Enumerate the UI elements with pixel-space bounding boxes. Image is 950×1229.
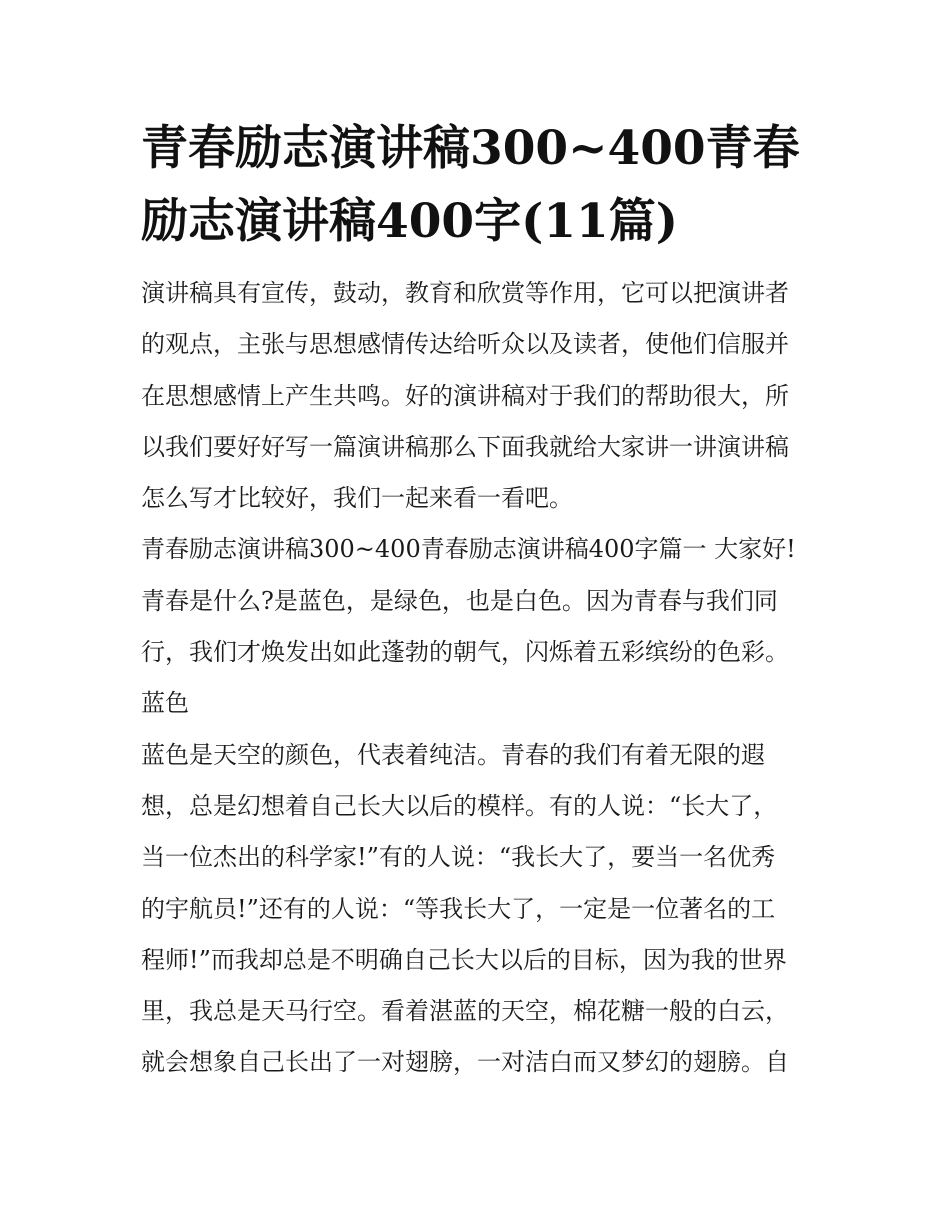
- title-line: 青春励志演讲稿300~400青春: [141, 121, 800, 176]
- text-line: 当一位杰出的科学家!”有的人说：“我长大了，要当一名优秀: [141, 843, 776, 872]
- text-line: 在思想感情上产生共鸣。好的演讲稿对于我们的帮助很大，所: [141, 381, 789, 410]
- text-line: 演讲稿具有宣传，鼓动，教育和欣赏等作用，它可以把演讲者: [141, 279, 789, 307]
- document-content: [141, 112, 821, 1089]
- text-line: 怎么写才比较好，我们一起来看一看吧。: [141, 484, 573, 513]
- text-line: 想，总是幻想着自己长大以后的模样。有的人说：“长大了，: [141, 791, 778, 820]
- text-line: 程师!”而我却总是不明确自己长大以后的目标，因为我的世界: [141, 945, 787, 974]
- text-line: 里，我总是天马行空。看着湛蓝的天空，棉花糖一般的白云，: [141, 997, 789, 1026]
- text-line: 青春是什么?是蓝色，是绿色，也是白色。因为青春与我们同: [141, 586, 778, 615]
- intro-paragraph: [141, 268, 821, 524]
- text-line: 行，我们才焕发出如此蓬勃的朝气，闪烁着五彩缤纷的色彩。: [141, 638, 789, 667]
- article-paragraph: [141, 524, 821, 729]
- text-line: 蓝色是天空的颜色，代表着纯洁。青春的我们有着无限的遐: [141, 740, 765, 769]
- title-line: 励志演讲稿400字(11篇): [141, 194, 678, 249]
- text-line: 的宇航员!”还有的人说：“等我长大了，一定是一位著名的工: [141, 894, 776, 923]
- text-line: 就会想象自己长出了一对翅膀，一对洁白而又梦幻的翅膀。自: [141, 1048, 789, 1077]
- section-heading-blue: 蓝色: [141, 689, 189, 718]
- blue-section-paragraph: [141, 730, 821, 1089]
- text-line: 青春励志演讲稿300~400青春励志演讲稿400字篇一 大家好!: [141, 535, 796, 564]
- document-title: [141, 112, 821, 258]
- text-line: 以我们要好好写一篇演讲稿那么下面我就给大家讲一讲演讲稿: [141, 432, 789, 461]
- text-line: 的观点，主张与思想感情传达给听众以及读者，使他们信服并: [141, 330, 789, 359]
